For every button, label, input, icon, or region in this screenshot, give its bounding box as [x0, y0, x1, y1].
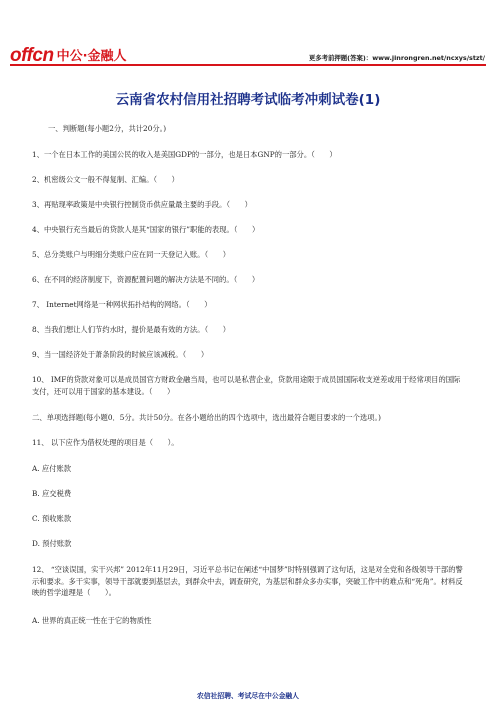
header-rule	[10, 64, 486, 66]
question-1: 1、一个在日本工作的美国公民的收入是美国GDP的一部分，也是日本GNP的一部分。（ ）	[32, 150, 337, 159]
question-4: 4、中央银行充当最后的贷款人是其“国家的银行”职能的表现。（ ）	[32, 225, 260, 234]
page-title: 云南省农村信用社招聘考试临考冲刺试卷(1)	[115, 92, 381, 108]
question-11-option-d: D. 预付账款	[32, 539, 72, 548]
offcn-logo	[10, 47, 127, 65]
logo-mark: offcn	[10, 45, 54, 66]
header-link[interactable]: 更多考前押题(答案)：www.jinrongren.net/ncxys/stzt/	[308, 54, 485, 62]
question-10: 10、 IMF的贷款对象可以是成员国官方财政金融当局，也可以是私营企业，贷款用途限于成员国国际收支逆差或用于经常项目的国际支付，还可以用于国家的基本建设。（ ）	[32, 375, 461, 396]
question-9: 9、当一国经济处于萧条阶段的时候应该减税。（ ）	[32, 350, 209, 359]
section-heading-single-choice: 二、单项选择题(每小题0．5分。共计50分。在各小题给出的四个选项中，选出最符合题目要求的一个选项。)	[32, 413, 381, 422]
question-11-stem: 11、 以下应作为借权处理的项目是（ ）。	[32, 438, 179, 447]
question-11-option-c: C. 预收账款	[32, 514, 72, 523]
logo-chinese: 中公·金融人	[56, 49, 127, 64]
question-12-option-a: A. 世界的真正统一性在于它的物质性	[32, 616, 152, 625]
question-8: 8、当我们想让人们节约水时，提价是最有效的方法。（ ）	[32, 325, 231, 334]
page-footer: 农信社招聘、考试尽在中公金融人	[197, 692, 299, 700]
page-header	[0, 0, 496, 68]
question-7: 7、 Internet网络是一种网状拓扑结构的网络。（ ）	[32, 300, 212, 309]
question-2: 2、机密级公文一般不得复制、汇编。（ ）	[32, 175, 179, 184]
question-12-stem: 12、 “空谈误国，实干兴邦” 2012年11月29日，习近平总书记在阐述“中国梦”时特别强调了这句话，这是对全党和各级领导干部的警示和要求。多干实事，领导干部就要到基层去，到群众中去，调查研究，为基层和群众多办实事，突破工作中的难点和“死角”。材料反映的哲学道理是（ ）。	[32, 565, 463, 597]
question-5: 5、总分类账户与明细分类账户应在同一天登记入账。（ ）	[32, 250, 231, 259]
question-3: 3、再贴现率政策是中央银行控制货币供应量最主要的手段。（ ）	[32, 200, 252, 209]
question-6: 6、在不同的经济制度下，资源配置问题的解决方法是不同的。（ ）	[32, 275, 260, 284]
question-11-option-b: B. 应交税费	[32, 489, 72, 498]
question-11-option-a: A. 应付账款	[32, 464, 72, 473]
section-heading-judgment: 一、判断题(每小题2分，共计20分。)	[48, 124, 167, 133]
